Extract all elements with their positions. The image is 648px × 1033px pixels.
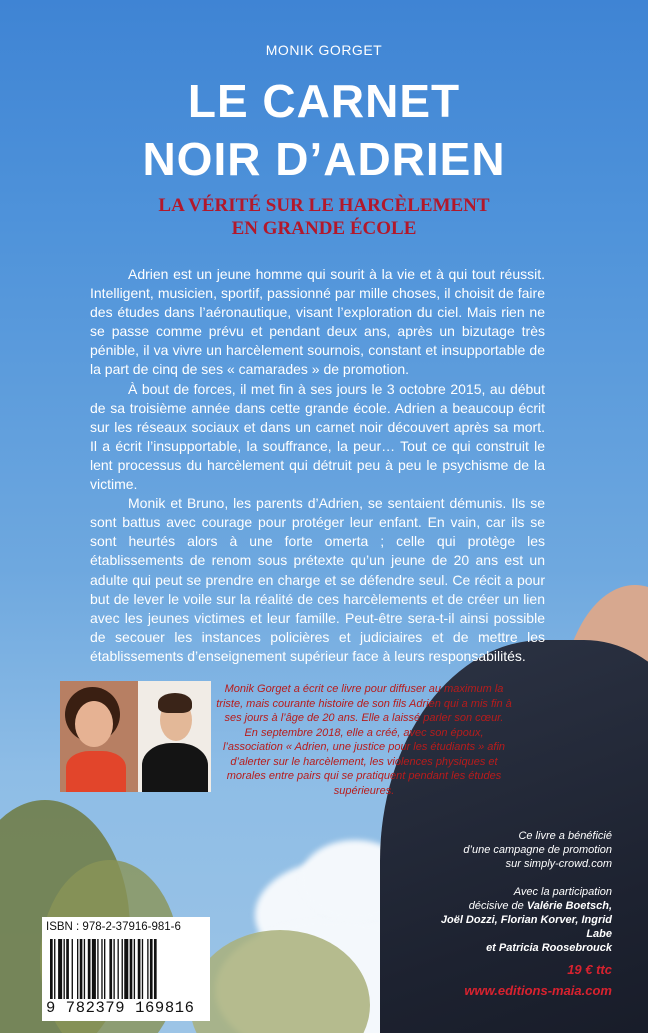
promo-line: Ce livre a bénéficié (518, 830, 612, 842)
synopsis-paragraph: Monik et Bruno, les parents d’Adrien, se sentaient démunis. Ils se sont battus avec courage pour protéger leur enfant. En vain, car ils se sont heurtés alors à une forte omerta ; celle qui protège les établissements de renom sous prétexte qu’un jeune de 20 ans est un adulte qui peut se prendre en charge et se défendre seul. Ce récit a pour but de lever le voile sur la réalité de ces harcèlements et de créer un lien avec les jeunes victimes et leur famille. Peut-être sera-t-il ainsi possible de secouer les instances policières et judiciaires et de mettre les établissements d’enseignement supérieur face à leurs responsabilités. (90, 495, 545, 664)
author-photo (60, 681, 138, 792)
son-photo (138, 681, 211, 792)
participation-line: et Patricia Roosebrouck (486, 942, 612, 954)
participation-line: Joël Dozzi, Florian Korver, Ingrid Labe (440, 914, 612, 940)
book-title-line-2: NOIR D’ADRIEN (142, 133, 506, 185)
subtitle-line-1: LA VÉRITÉ SUR LE HARCÈLEMENT (158, 195, 490, 216)
book-title-line-1: LE CARNET (187, 75, 461, 127)
author-bio (214, 682, 514, 798)
synopsis (90, 265, 545, 666)
participant-name: Valérie Boetsch, (526, 900, 612, 912)
price: 19 € ttc (567, 962, 612, 977)
participation-line: Avec la participation (513, 886, 612, 898)
isbn-label: ISBN : 978-2-37916-981-6 (46, 921, 181, 933)
promo-line: sur simply-crowd.com (505, 858, 612, 870)
promotion-note (420, 829, 612, 955)
bio-paragraph: Monik Gorget a écrit ce livre pour diffuser au maximum la triste, mais courante histoire de son fils Adrien qui a mis fin à ses jours à l’âge de 20 ans. Elle a laissé parler son cœur. (216, 683, 512, 724)
author-name: MONIK GORGET (265, 42, 383, 58)
barcode-graphic (48, 939, 204, 999)
author-photos (60, 681, 211, 792)
promo-line: d’une campagne de promotion (463, 844, 612, 856)
synopsis-paragraph: Adrien est un jeune homme qui sourit à la vie et à qui tout réussit. Intelligent, musicien, sportif, passionné par mille choses, il choisit de faire des études dans l’aéronautique, visant l’exploration du ciel. Mais rien ne se passe comme prévu et pendant deux ans, après un bizutage très pénible, il va vivre un harcèlement sournois, constant et insupportable de la part de cinq de ses « camarades » de promotion. (90, 266, 545, 378)
barcode-box (42, 917, 210, 1021)
subtitle-line-2: EN GRANDE ÉCOLE (231, 218, 417, 239)
bio-paragraph: En septembre 2018, elle a créé, avec son époux, l’association « Adrien, une justice pour les étudiants » afin d’alerter sur le harcèlement, les violences physiques et morales entre pairs qui se pratiquent pendant les études supérieures. (222, 726, 506, 797)
synopsis-paragraph: À bout de forces, il met fin à ses jours le 3 octobre 2015, au début de sa troisième année dans cette grande école. Adrien a beaucoup écrit sur les réseaux sociaux et dans un carnet noir découvert après sa mort. Il a écrit l’insupportable, la souffrance, la peur… Tout ce qui construit le lent processus du harcèlement qui détruit peu à peu le psychisme de la victime. (90, 380, 545, 493)
participation-prefix: décisive de (468, 900, 527, 912)
barcode-number: 9 782379 169816 (46, 999, 195, 1017)
publisher-website[interactable]: www.editions-maia.com (464, 983, 612, 998)
participation-line (420, 899, 612, 913)
